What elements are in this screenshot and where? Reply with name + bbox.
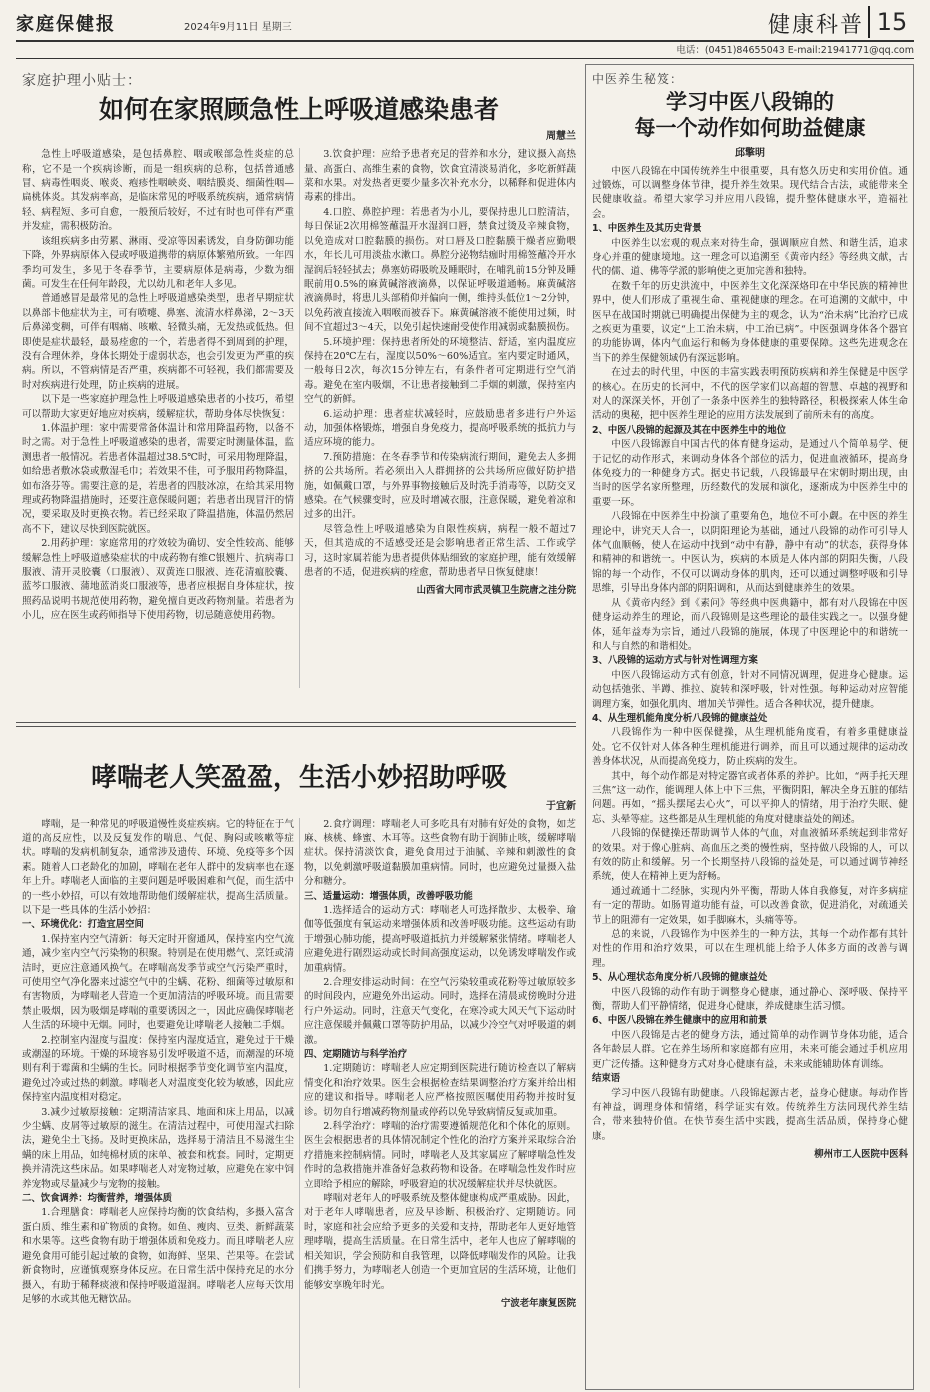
section-heading: 5、从心理状态角度分析八段锦的健康益处 <box>592 972 768 984</box>
body-paragraph: 1.选择适合的运动方式：哮喘老人可选择散步、太极拳、瑜伽等低强度有氧运动来增强体质和改善呼吸功能。这些运动有助于增强心肺功能，提高呼吸道抵抗力并缓解紧张情绪。哮喘老人应避免进行剧烈运动或长时间高强度运动，以免诱发哮喘发作或加重病情。 <box>304 904 576 974</box>
article3-author: 邱擎明 <box>735 147 765 159</box>
body-paragraph: 2.用药护理：家庭常用的疗效较为确切、安全性较高、能够缓解急性上呼吸道感染症状的中成药物有维C银翘片、抗病毒口服液、清开灵胶囊（口服液）、双黄连口服液、连花清瘟胶囊、蓝芩口服液、蒲地蓝消炎口服液等，患者应根据自身体症状，按照药品说明书规范使用药物，避免擅自更改药物剂量。若患者为小儿，应在医生或药师指导下使用药物，切忌随意使用药物。 <box>22 538 294 622</box>
body-paragraph: 1.合理膳食：哮喘老人应保持均衡的饮食结构，多摄入富含蛋白质、维生素和矿物质的食物。如鱼、瘦肉、豆类、新鲜蔬菜和水果等。这些食物有助于增强体质和免疫力。而且哮喘老人应避免食用可能引起过敏的食物，如海鲜、坚果、芒果等。在尝试新食物时，应谨慎观察身体反应。在日常生活中保持充足的水分摄入，有助于稀释痰液和保持呼吸道湿润。哮喘老人应每天饮用足够的水或其他无糖饮品。 <box>22 1207 294 1305</box>
page-number: 15 <box>868 6 914 38</box>
body-paragraph: 中医八段锦是古老的健身方法，通过简单的动作调节身体功能，适合各年龄层人群。它在养生场所和家庭都有应用，未来可能会通过手机应用更广泛传播。这种健身方式对身心健康有益，未来或能辅助体育训练。 <box>592 1029 908 1070</box>
article3-kicker: 中医养生秘笈： <box>592 72 684 86</box>
section-heading: 3、八段锦的运动方式与针对性调理方案 <box>592 655 758 667</box>
body-paragraph: 以下是一些家庭护理急性上呼吸道感染患者的小技巧，希望可以帮助大家更好地应对疾病，缓解症状，帮助身体尽快恢复： <box>22 394 294 420</box>
section-heading: 6、中医八段锦在养生健康中的应用和前景 <box>592 1015 768 1027</box>
body-paragraph: 2.食疗调理：哮喘老人可多吃具有对肺有好处的食物，如芝麻、核桃、蜂蜜、木耳等。这些食物有助于润肺止咳，缓解哮喘症状。保持清淡饮食，避免食用过于油腻、辛辣和刺激性的食物，以免刺激呼吸道黏膜加重病情。同时，也应避免过量摄入盐分和糖分。 <box>304 818 576 888</box>
body-paragraph: 2.科学治疗：哮喘的治疗需要遵循规范化和个体化的原则。医生会根据患者的具体情况制定个性化的治疗方案并采取综合治疗措施来控制病情。同时，哮喘老人及其家属应了解哮喘急性发作时的急救措施并准备好急救药物和设备。在哮喘急性发作时应立即给予相应的解除，呼吸窘迫的状况缓解症状并尽快就医。 <box>304 1121 576 1190</box>
article1-title: 如何在家照顾急性上呼吸道感染患者 <box>98 95 499 124</box>
body-paragraph: 总的来说，八段锦作为中医养生的一种方法，其每一个动作都有其针对性的作用和治疗效果，可以在生理机能上给予人体多方面的改善与调理。 <box>592 929 908 969</box>
body-paragraph: 2.控制室内湿度与温度：保持室内湿度适宜，避免过于干燥或潮湿的环境。干燥的环境容易引发呼吸道不适，而潮湿的环境则有利于霉菌和尘螨的生长。同时根据季节变化调节室内温度，避免过冷或过热的刺激。哮喘老人对温度变化较为敏感，因此应保持室内温度相对稳定。 <box>22 1034 294 1104</box>
body-paragraph: 1.体温护理：家中需要常备体温计和常用降温药物，以备不时之需。对于急性上呼吸道感染的患者，需要定时测量体温，监测患者一般情况。若患者体温超过38.5℃时，可采用物理降温，如给患者敷冰袋或敷湿毛巾；若效果不佳，可予服用药物降温，如布洛芬等。需要注意的是，若患者的四肢冰凉，在给其采用物理或药物降温措施时，还要注意保暖问题；若患者出现冒汗的情况，要采取及时更换衣物。若已经采取了降温措施，体温仍然居高不下，建议尽快到医院就医。 <box>22 422 294 535</box>
article1-body <box>22 148 576 688</box>
body-paragraph: 5.环境护理：保持患者所处的环境整洁、舒适，室内温度应保持在20℃左右，湿度以50%～60%适宜。室内要定时通风，一般每日2次，每次15分钟左右，有条件者可定期进行空气消毒。避免在室内吸烟，不让患者接触到二手烟的刺激，保持室内空气的新鲜。 <box>304 336 576 406</box>
body-paragraph: 在过去的时代里，中医的丰富实践表明预防疾病和养生保健是中医学的核心。在历史的长河中，不代的医学家们以高超的智慧、卓越的视野和对人的深深关怀，开创了一条条中医养生的独特路径，积极探索人体生命活动的奥秘，把中医养生理论的应用方法发展到了前所未有的高度。 <box>592 367 908 422</box>
body-paragraph: 4.口腔、鼻腔护理：若患者为小儿，要保持患儿口腔清洁，每日保证2次用棉签蘸温开水湿润口唇，禁食过烫及辛辣食物，以免造成对口腔黏膜的损伤。对口唇及口腔黏膜干燥者应勤喂水，年长儿可用淡盐水漱口。鼻腔分泌物结痂时用棉签蘸冷开水湿润后轻轻拭去；鼻塞妨碍吸吮及睡眠时，在哺乳前15分钟及睡眠前用0.5%的麻黄碱溶液滴鼻，以保证呼吸道通畅。麻黄碱溶液滴鼻时，将患儿头部稍仰并偏向一侧，维持头低位1～2分钟，以免药液直接流入咽喉而被吞下。麻黄碱溶液不能使用过频，时间不宜超过3～4天，以免引起快速耐受使作用减弱或黏膜损伤。 <box>304 206 576 334</box>
issue-date <box>184 18 292 33</box>
body-paragraph: 八段锦的保健操还帮助调节人体的气血，对血液循环系统起到非常好的效果。对于像心脏病、高血压之类的慢性病，坚持做八段锦的人，可以有效的防止和缓解。另一个长期坚持八段锦的益处是，可以通过调节神经系统，使人在精神上更为舒畅。 <box>592 828 908 883</box>
body-paragraph: 从《黄帝内经》到《素问》等经典中医典籍中，都有对八段锦在中医健身运动养生的理论，而八段锦则是这些理论的最佳实践之一。以强身健体，延年益寿为宗旨，通过八段锦的施展，体现了中医理论中的和谐统一和人与自然的和谐相处。 <box>592 597 908 652</box>
body-paragraph: 急性上呼吸道感染，是包括鼻腔、咽或喉部急性炎症的总称，它不是一个疾病诊断，而是一组疾病的总称，包括普通感冒、病毒性咽炎、喉炎、疱疹性咽峡炎、咽结膜炎、细菌性咽—扁桃体炎。其发病率高，是临床常见的呼吸系统疾病，通常病情轻、病程短、多可自愈，一般预后较好，不过有时也可伴有严重并发症，需积极防治。 <box>22 149 294 233</box>
masthead <box>16 6 914 40</box>
article3-title-line2: 每一个动作如何助益健康 <box>634 116 866 141</box>
contact-line: 电话：(0451)84655043 E-mail:21941771@qq.com <box>676 45 914 56</box>
section-heading: 四、定期随访与科学治疗 <box>304 1049 408 1060</box>
article3-body <box>592 165 908 1163</box>
section-heading: 4、从生理机能角度分析八段锦的健康益处 <box>592 712 768 724</box>
body-paragraph: 1.定期随访：哮喘老人应定期到医院进行随访检查以了解病情变化和治疗效果。医生会根据检查结果调整治疗方案并给出相应的建议和指导。哮喘老人应严格按照医嘱使用药物并按时复诊。切勿自行增减药物剂量或停药以免导致病情反复或加重。 <box>304 1063 576 1118</box>
section-heading: 1、中医养生及其历史背景 <box>592 223 702 235</box>
body-paragraph: 八段锦作为一种中医保健操，从生理机能角度看，有着多重健康益处。它不仅针对人体各种生理机能进行调养，而且可以通过规律的运动改善身体状况，从而提高免疫力，防止疾病的发生。 <box>592 727 908 768</box>
article-baduanjin <box>592 70 908 1386</box>
body-paragraph: 6.运动护理：患者症状减轻时，应鼓励患者多进行户外运动，加强体格锻炼，增强自身免疫力，提高呼吸系统的抵抗力与适应环境的能力。 <box>304 408 576 449</box>
body-paragraph: 其中，每个动作都是对特定器官或者体系的养护。比如，“两手托天理三焦”这一动作，能调理人体上中下三焦，平衡阴阳，解决全身五脏的郁结问题。再如，“摇头摆尾去心火”，可以平抑人的情绪，用于治疗失眠、健忘、头晕等症。这些都是从生理机能的角度对健康益处的阐述。 <box>592 770 908 825</box>
body-paragraph: 哮喘，是一种常见的呼吸道慢性炎症疾病。它的特征在于气道的高反应性，以及反复发作的喘息、气促、胸闷或咳嗽等症状。哮喘的发病机制复杂，通常涉及遗传、环境、免疫等多个因素。随着人口老龄化的加剧，哮喘在老年人群中的发病率也在逐年上升。哮喘老人面临的主要问题是呼吸困难和气促，而生活中的一些小妙招，可以有效地帮助他们缓解症状，提高生活质量。以下是一些具体的生活小妙招： <box>22 818 294 916</box>
section-name: 健康科普 <box>767 13 864 38</box>
article1-author: 周慧兰 <box>546 131 576 143</box>
body-paragraph: 中医八段锦运动方式有创意，针对不同情况调理，促进身心健康。运动包括弛张、半蹲、推拉、旋转和深呼吸，针对性强。每种运动对应智能调理方案，如强化肌肉、增加关节弹性。适合各种状况，提升健康。 <box>592 669 908 710</box>
body-paragraph: 7.预防措施：在冬春季节和传染病流行期间，避免去人多拥挤的公共场所。若必须出入人群拥挤的公共场所应做好防护措施，如佩戴口罩，与外界事物接触后及时洗手消毒等，以防交叉感染。在气候骤变时，应及时增减衣服，注意保暖，避免着凉和过多的出汗。 <box>304 451 576 521</box>
article2-body <box>22 818 576 1388</box>
author-institution: 宁波老年康复医院 <box>500 1297 576 1309</box>
body-paragraph: 学习中医八段锦有助健康。八段锦起源古老，益身心健康。每动作皆有神益，调理身体和情绪，科学证实有效。传统养生方法同现代养生结合，带来独特价值。在快节奏生活中实践，提高生活品质，保持身心健康。 <box>592 1087 908 1142</box>
section-heading: 三、适量运动：增强体质，改善呼吸功能 <box>304 890 473 902</box>
section-heading: 二、饮食调养：均衡营养，增强体质 <box>22 1193 173 1205</box>
author-institution: 柳州市工人医院中医科 <box>814 1149 908 1161</box>
body-paragraph: 中医八段锦的动作有助于调整身心健康，通过静心、深呼吸、保持平衡，帮助人们平静情绪，促进身心健康，养成健康生活习惯。 <box>592 986 908 1013</box>
body-paragraph: 普通感冒是最常见的急性上呼吸道感染类型，患者早期症状以鼻部卡他症状为主，可有喷嚏、鼻塞、流清水样鼻涕，2～3天后鼻涕变稠，可伴有咽痛、咳嗽、轻微头痛，无发热或低热。但即使是症状最轻，最易痊愈的一个，若患者得不到周到的护理，没有合理休养，身体长期处于虚弱状态，也会引发更为严重的疾病。所以，不管病情是否严重，疾病都不可轻视，我们都需要及时对疾病进行处理，防止疾病的进展。 <box>22 293 294 391</box>
body-paragraph: 在数千年的历史洪流中，中医养生文化深深烙印在中华民族的精神世界中，使人们形成了重视生命、重视健康的理念。在可追溯的文献中，中医早在战国时期就已明确提出保健为主的观念，认为“治未病”比治疗已成之疾更为重要，议定“上工治未病，中工治已病”。中医强调身体各个器官的功能协调，体内气血运行和畅为身体健康的重要保障。这些先进观念在当下的养生保健领域仍有深远影响。 <box>592 280 908 364</box>
body-paragraph: 哮喘对老年人的呼吸系统及整体健康构成严重威胁。因此，对于老年人哮喘患者，应及早诊断、积极治疗、定期随访。同时，家庭和社会应给予更多的关爱和支持，帮助老年人更好地管理哮喘，提高生活质量。在日常生活中，老年人也应了解哮喘的相关知识，学会预防和自我管理，以降低哮喘发作的风险。让我们携手努力，为哮喘老人创造一个更加宜居的生活环境，让他们能够安享晚年时光。 <box>304 1193 576 1291</box>
body-paragraph: 该组疾病多由劳累、淋雨、受凉等因素诱发，自身防御功能下降，外界病原体入侵或呼吸道携带的病原体繁殖所致。一年四季均可发生，多见于冬春季节，主要病原体是病毒，少数为细菌。可发生在任何年龄段，尤以幼儿和老年人多见。 <box>22 235 294 290</box>
body-paragraph: 中医八段锦源自中国古代的体育健身运动，是通过八个简单易学、便于记忆的动作形式，来调动身体各个部位的活力，促进血液循环，提高身体免疫力的一种健身方式。据史书记载，八段锦最早在宋朝时期出现，由当时的医学名家所整理，历经数代的发展和演化，逐渐成为中医养生中的重要一环。 <box>592 439 908 508</box>
article3-title-line1: 学习中医八段锦的 <box>666 90 834 114</box>
article2-author: 于宜新 <box>546 800 576 812</box>
article-asthma <box>22 732 576 1388</box>
section-heading: 结束语 <box>592 1073 621 1085</box>
body-paragraph: 1.保持室内空气清新：每天定时开窗通风，保持室内空气流通，减少室内空气污染物的积聚。特别是在使用燃气、烹饪或清洁时，更应注意通风换气。在哮喘高发季节或空气污染严重时，可使用空气净化器来过滤空气中的尘螨、花粉、细菌等过敏原和有害物质，为哮喘老人营造一个更加清洁的呼吸环境。而且需要禁止吸烟，因为吸烟是哮喘的重要诱因之一，因此应确保哮喘老人生活的环境中无烟。同时，也要避免让哮喘老人接触二手烟。 <box>22 933 294 1032</box>
article2-title: 哮喘老人笑盈盈，生活小妙招助呼吸 <box>90 763 507 793</box>
body-paragraph: 3.饮食护理：应给予患者充足的营养和水分，建议摄入高热量、高蛋白、高维生素的食物，饮食宜清淡易消化，多吃新鲜蔬菜和水果。对发热者更要少量多次补充水分，以稀释和促进体内毒素的排出。 <box>304 149 576 204</box>
body-paragraph: 通过疏通十二经脉，实现内外平衡，帮助人体自我修复，对许多病症有一定的帮助。如肠胃道功能有益，可以改善食欲，促进消化，对疏通关节上的阻滞有一定效果，如手脚麻木，头痛等等。 <box>592 885 908 926</box>
body-paragraph: 2.合理安排运动时间：在空气污染较重或花粉等过敏原较多的时间段内，应避免外出运动。同时，选择在清晨或傍晚时分进行户外运动。同时，注意天气变化，在寒冷或大风天气下运动时应注意保暖并佩戴口罩等防护用品，以减少冷空气对呼吸道的刺激。 <box>304 976 576 1046</box>
section-heading: 一、环境优化：打造宜居空间 <box>22 919 144 931</box>
body-paragraph: 中医养生以宏观的观点来对待生命，强调顺应自然、和谐生活，追求身心并重的健康境地。这一理念可以追溯至《黄帝内经》等经典文献，古代的儒、道、佛等学派的影响使之更加完善和独特。 <box>592 237 908 278</box>
article-care-tips <box>22 70 576 720</box>
body-paragraph: 3.减少过敏原接触：定期清洁家具、地面和床上用品，以减少尘螨、皮屑等过敏原的滋生。在清洁过程中，可使用湿式扫除法，避免尘土飞扬。及时更换床品，选择易于清洁且不易滋生尘螨的床上用品，如纯棉材质的床单、被套和枕套。同时，定期更换并清洗这些床品。如果哮喘老人对宠物过敏，应避免在家中饲养宠物或尽量减少与宠物的接触。 <box>22 1106 294 1190</box>
author-institution: 山西省大同市武灵镇卫生院唐之洼分院 <box>416 585 576 597</box>
paper-name: 家庭保健报 <box>16 14 116 35</box>
weekday-text: 星期三 <box>261 22 292 33</box>
body-paragraph: 尽管急性上呼吸道感染为自限性疾病，病程一般不超过7天，但其造成的不适感受还是会影响患者正常生活、工作或学习，这时家属若能为患者提供体贴细致的家庭护理，能有效缓解患者的不适，促进疾病的痊愈，帮助患者早日恢复健康！ <box>304 523 576 579</box>
article1-kicker: 家庭护理小贴士： <box>22 73 142 89</box>
section-heading: 2、中医八段锦的起源及其在中医养生中的地位 <box>592 424 787 436</box>
body-paragraph: 中医八段锦在中国传统养生中很重要，具有悠久历史和实用价值。通过锻炼，可以调整身体节律，提升养生效果。现代结合古法，或能带来全民健康收益。希望大家学习并应用八段锦，提升整体健康水平，造福社会。 <box>592 165 908 220</box>
date-text: 2024年9月11日 <box>184 22 259 33</box>
section-divider <box>16 722 576 727</box>
body-paragraph: 八段锦在中医养生中扮演了重要角色，地位不可小觑。在中医的养生理论中，讲究天人合一，以阴阳理论为基础，通过八段锦的动作可引导人体气血顺畅，使人在运动中找到“动中有静，静中有动”的状态，获得身体和精神的和谐统一。中医认为，疾病的本质是人体内部的阴阳失衡，八段锦的每一个动作，不仅可以调动身体的肌肉，还可以通过调整呼吸和引导思维，引导出身体内部的阴阳调和，从而达到健康养生的效果。 <box>592 511 908 595</box>
header-rule <box>16 58 914 59</box>
